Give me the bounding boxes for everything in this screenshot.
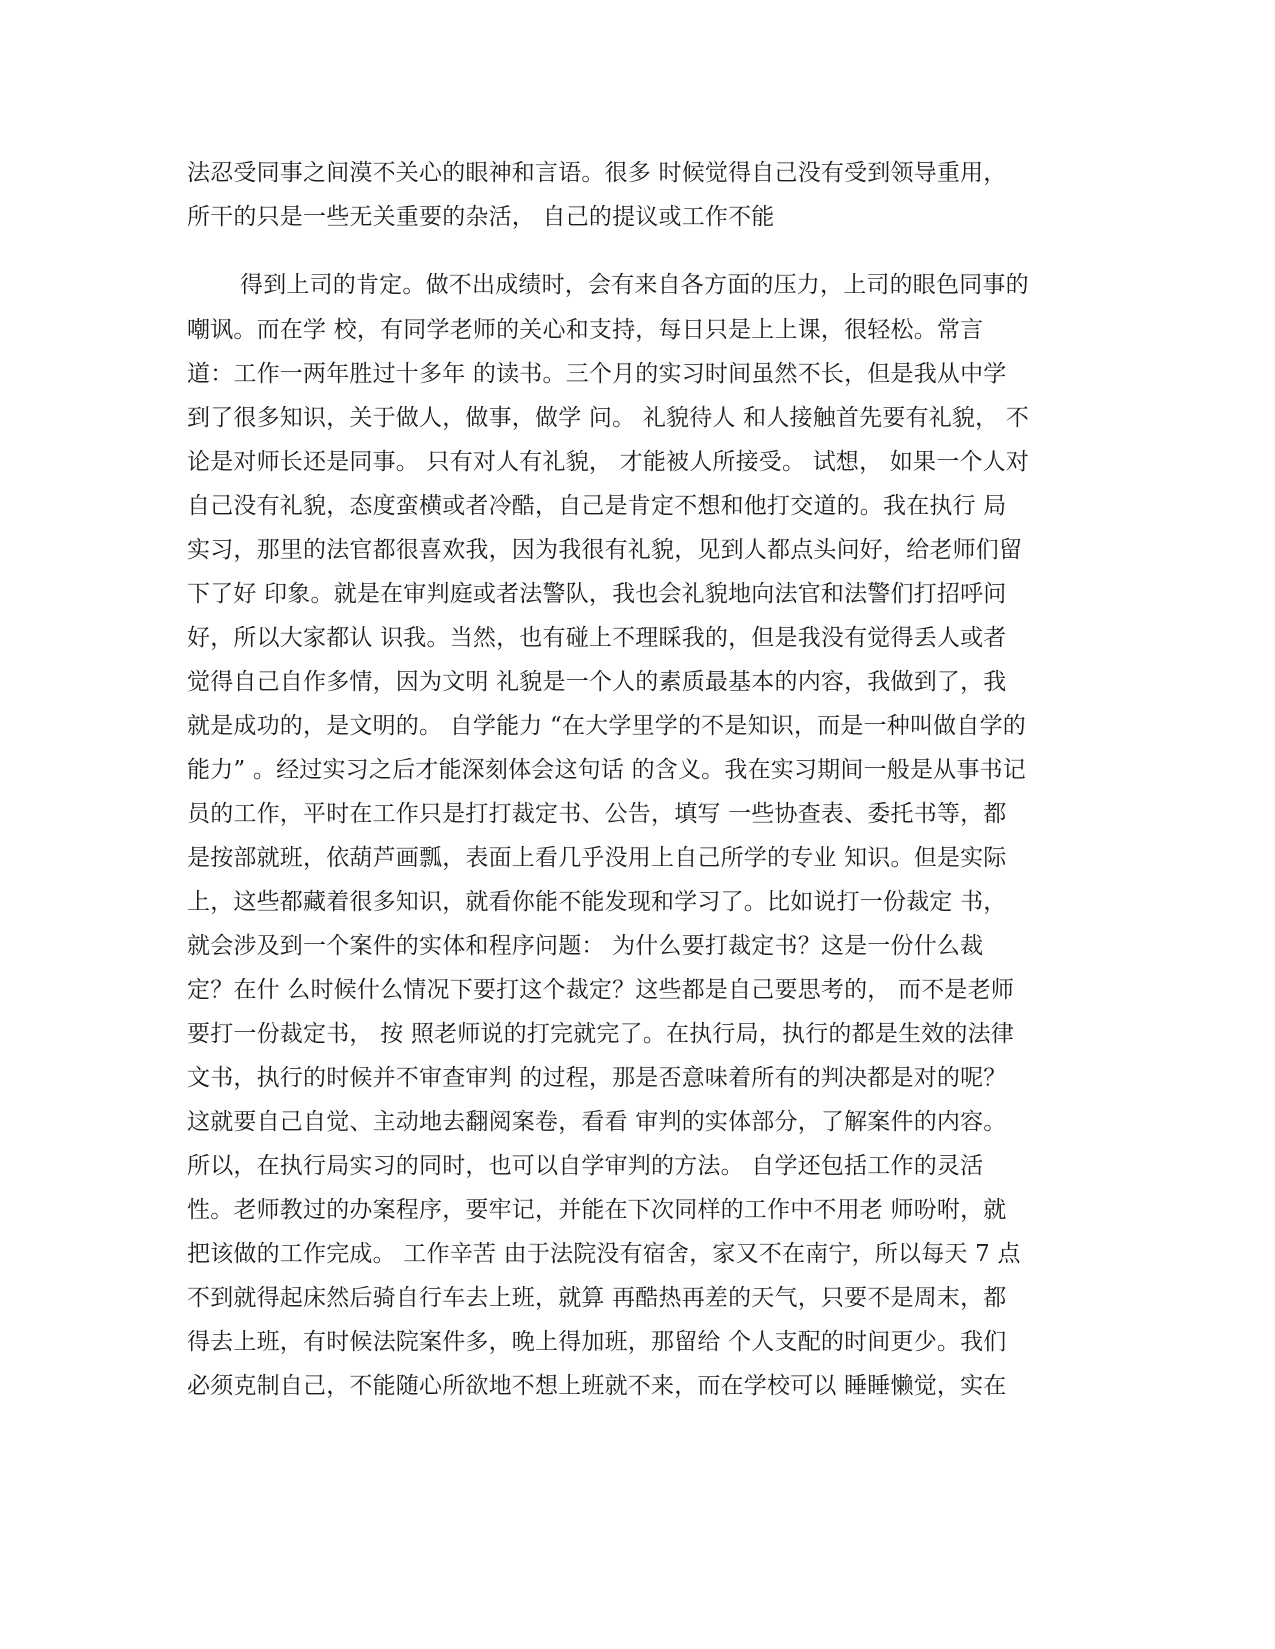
text-line: 到了很多知识，关于做人，做事，做学 问。 礼貌待人 和人接触首先要有礼貌， 不: [187, 405, 1030, 431]
text-line: 这就要自己自觉、主动地去翻阅案卷，看看 审判的实体部分，了解案件的内容。: [187, 1109, 1007, 1135]
text-line: 实习，那里的法官都很喜欢我，因为我很有礼貌，见到人都点头问好，给老师们留: [187, 537, 1023, 563]
text-line: 嘲讽。而在学 校，有同学老师的关心和支持，每日只是上上课，很轻松。常言: [187, 317, 984, 343]
paragraph-first-line: 得到上司的肯定。做不出成绩时，会有来自各方面的压力，上司的眼色同事的: [240, 272, 1029, 298]
text-line: 是按部就班，依葫芦画瓢，表面上看几乎没用上自己所学的专业 知识。但是实际: [187, 845, 1007, 871]
text-line: 道：工作一两年胜过十多年 的读书。三个月的实习时间虽然不长，但是我从中学: [187, 361, 1007, 387]
text-line: 性。老师教过的办案程序，要牢记，并能在下次同样的工作中不用老 师吩咐，就: [187, 1197, 1007, 1223]
text-line: 员的工作，平时在工作只是打打裁定书、公告，填写 一些协查表、委托书等，都: [187, 801, 1007, 827]
text-line: 上，这些都藏着很多知识，就看你能不能发现和学习了。比如说打一份裁定 书，: [187, 889, 1007, 915]
text-line: 定？在什 么时候什么情况下要打这个裁定？这些都是自己要思考的， 而不是老师: [187, 977, 1015, 1003]
text-line: 法忍受同事之间漠不关心的眼神和言语。很多 时候觉得自己没有受到领导重用，: [187, 160, 1007, 186]
text-line: 把该做的工作完成。 工作辛苦 由于法院没有宿舍，家又不在南宁，所以每天 7 点: [187, 1241, 1021, 1267]
text-line: 自己没有礼貌，态度蛮横或者冷酷，自己是肯定不想和他打交道的。我在执行 局: [187, 493, 1007, 519]
text-line: 必须克制自己，不能随心所欲地不想上班就不来，而在学校可以 睡睡懒觉，实在: [187, 1373, 1007, 1399]
text-line: 就是成功的，是文明的。 自学能力 “在大学里学的不是知识，而是一种叫做自学的: [187, 713, 1026, 739]
text-line: 得去上班，有时候法院案件多，晚上得加班，那留给 个人支配的时间更少。我们: [187, 1329, 1007, 1355]
text-line: 所以，在执行局实习的同时，也可以自学审判的方法。 自学还包括工作的灵活: [187, 1153, 984, 1179]
text-line: 要打一份裁定书， 按 照老师说的打完就完了。在执行局，执行的都是生效的法律: [187, 1021, 1015, 1047]
text-line: 下了好 印象。就是在审判庭或者法警队，我也会礼貌地向法官和法警们打招呼问: [187, 581, 1007, 607]
text-line: 就会涉及到一个案件的实体和程序问题： 为什么要打裁定书？这是一份什么裁: [187, 933, 984, 959]
text-line: 文书，执行的时候并不审查审判 的过程，那是否意味着所有的判决都是对的呢？: [187, 1065, 1007, 1091]
text-line: 不到就得起床然后骑自行车去上班，就算 再酷热再差的天气，只要不是周末，都: [187, 1285, 1007, 1311]
text-line: 所干的只是一些无关重要的杂活， 自己的提议或工作不能: [187, 204, 775, 230]
text-line: 觉得自己自作多情，因为文明 礼貌是一个人的素质最基本的内容，我做到了，我: [187, 669, 1007, 695]
text-line: 能力” 。经过实习之后才能深刻体会这句话 的含义。我在实习期间一般是从事书记: [187, 757, 1026, 783]
text-line: 论是对师长还是同事。 只有对人有礼貌， 才能被人所接受。 试想， 如果一个人对: [187, 449, 1030, 475]
text-line: 好，所以大家都认 识我。当然，也有碰上不理睬我的，但是我没有觉得丢人或者: [187, 625, 1007, 651]
